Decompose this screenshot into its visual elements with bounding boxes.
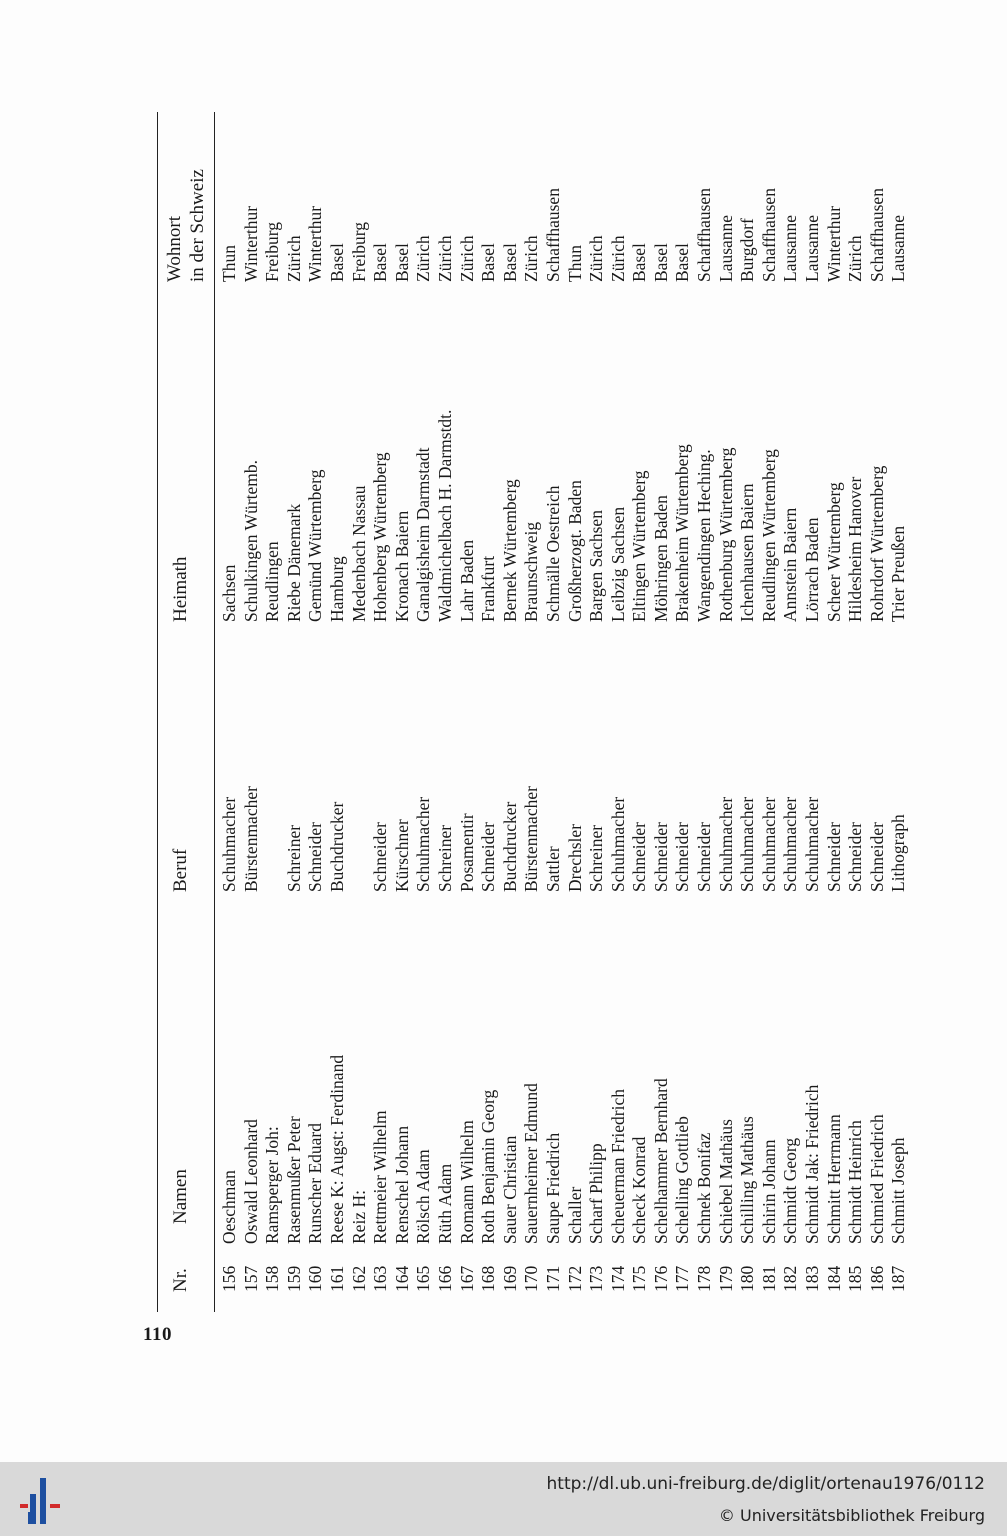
footer-bar: [0, 1462, 1007, 1536]
row-wohnort: Basel: [326, 243, 347, 282]
table-row: [241, 112, 263, 1312]
row-beruf: Schneider: [694, 822, 715, 892]
copyright-notice: © Universitätsbibliothek Freiburg: [718, 1506, 985, 1525]
row-nr: 182: [780, 1265, 801, 1292]
row-name: Oeschman: [219, 1170, 239, 1244]
row-name: Schilling Mathäus: [737, 1116, 758, 1244]
table-row: [349, 112, 371, 1312]
source-url[interactable]: http://dl.ub.uni-freiburg.de/diglit/ortenau1976/0112: [546, 1474, 985, 1494]
table-row: [565, 112, 587, 1312]
row-wohnort: Zürich: [413, 235, 434, 282]
row-wohnort: Winterthur: [823, 205, 844, 282]
row-nr: 156: [219, 1265, 239, 1292]
row-wohnort: Schaffhausen: [542, 188, 563, 282]
row-nr: 159: [283, 1265, 304, 1292]
row-heimath: Gemünd Würtemberg: [305, 469, 326, 622]
row-nr: 187: [888, 1265, 909, 1292]
row-nr: 158: [262, 1265, 283, 1292]
header-wohnort-line2: in der Schweiz: [187, 169, 208, 282]
row-heimath: Bernek Würtemberg: [499, 479, 520, 622]
row-nr: 160: [305, 1265, 326, 1292]
row-wohnort: Freiburg: [262, 222, 283, 282]
table-row: [435, 112, 457, 1312]
row-beruf: Schneider: [370, 822, 391, 892]
header-wohnort: [163, 169, 209, 282]
row-wohnort: Zürich: [845, 235, 866, 282]
row-nr: 180: [737, 1265, 758, 1292]
row-nr: 163: [370, 1265, 391, 1292]
row-nr: 172: [564, 1265, 585, 1292]
row-name: Roth Benjamin Georg: [478, 1089, 499, 1244]
table-row: [586, 112, 608, 1312]
table-row: [694, 112, 716, 1312]
row-nr: 174: [607, 1265, 628, 1292]
row-wohnort: Zürich: [283, 235, 304, 282]
row-name: Sauer Christian: [499, 1135, 520, 1244]
table-row: [219, 112, 241, 1312]
row-beruf: Schneider: [866, 822, 887, 892]
table-row: [845, 112, 867, 1312]
row-beruf: Schuhmacher: [715, 796, 736, 892]
row-nr: 184: [823, 1265, 844, 1292]
row-nr: 164: [391, 1265, 412, 1292]
row-heimath: Reudlingen: [262, 541, 283, 622]
row-wohnort: Basel: [672, 243, 693, 282]
row-beruf: Schneider: [478, 822, 499, 892]
row-heimath: Hamburg: [326, 556, 347, 622]
row-nr: 161: [326, 1265, 347, 1292]
row-nr: 185: [845, 1265, 866, 1292]
row-wohnort: Thun: [564, 245, 585, 282]
row-heimath: Schulkingen Würtemb.: [240, 459, 261, 622]
row-beruf: Bürstenmacher: [521, 786, 542, 892]
table-row: [521, 112, 543, 1312]
row-wohnort: Basel: [650, 243, 671, 282]
row-name: Reiz H:: [348, 1190, 369, 1244]
row-beruf: Posamentir: [456, 813, 477, 892]
row-nr: 169: [499, 1265, 520, 1292]
row-name: Sauernheimer Edmund: [521, 1083, 542, 1244]
table-row: [780, 112, 802, 1312]
row-name: Rüth Adam: [434, 1163, 455, 1244]
table-row: [629, 112, 651, 1312]
table-row: [672, 112, 694, 1312]
row-wohnort: Winterthur: [240, 205, 261, 282]
table-row: [888, 112, 910, 1312]
row-beruf: Schneider: [305, 822, 326, 892]
table-row: [284, 112, 306, 1312]
row-name: Schelhammer Bernhard: [650, 1078, 671, 1244]
row-name: Renschel Johann: [391, 1125, 412, 1244]
row-heimath: Lörrach Baden: [802, 517, 823, 622]
row-heimath: Ganalgisheim Darmstadt: [413, 447, 434, 622]
row-name: Scheck Konrad: [629, 1136, 650, 1244]
row-name: Schmidt Jak: Friedrich: [802, 1084, 823, 1244]
row-nr: 173: [586, 1265, 607, 1292]
row-name: Rasenmußer Peter: [283, 1116, 304, 1244]
row-name: Schaller: [564, 1186, 585, 1244]
ub-freiburg-logo-icon: [14, 1472, 70, 1528]
table-row: [262, 112, 284, 1312]
table-row: [737, 112, 759, 1312]
row-beruf: Schneider: [845, 822, 866, 892]
table-row: [651, 112, 673, 1312]
row-beruf: Schneider: [629, 822, 650, 892]
row-heimath: Medenbach Nassau: [348, 485, 369, 622]
row-heimath: Lahr Baden: [456, 539, 477, 622]
row-wohnort: Zürich: [586, 235, 607, 282]
table-row: [392, 112, 414, 1312]
row-name: Schelling Gottlieb: [672, 1116, 693, 1244]
row-name: Schmied Friedrich: [866, 1114, 887, 1244]
row-beruf: Schuhmacher: [737, 796, 758, 892]
row-heimath: Bargen Sachsen: [586, 510, 607, 622]
row-nr: 179: [715, 1265, 736, 1292]
row-heimath: Möhringen Baden: [650, 495, 671, 622]
row-wohnort: Lausanne: [888, 214, 909, 282]
row-beruf: Buchdrucker: [326, 801, 347, 892]
row-wohnort: Zürich: [456, 235, 477, 282]
row-beruf: Kürschner: [391, 819, 412, 892]
row-wohnort: Schaffhausen: [758, 188, 779, 282]
row-name: Reese K: Augst: Ferdinand: [326, 1054, 347, 1244]
table-row: [716, 112, 738, 1312]
row-heimath: Trier Preußen: [888, 525, 909, 622]
row-heimath: Sachsen: [219, 564, 239, 622]
row-name: Schmitt Joseph: [888, 1137, 909, 1244]
row-name: Schmidt Heinrich: [845, 1120, 866, 1244]
row-nr: 177: [672, 1265, 693, 1292]
row-name: Ramsperger Joh:: [262, 1126, 283, 1244]
row-name: Schnek Bonifaz: [694, 1132, 715, 1244]
row-nr: 175: [629, 1265, 650, 1292]
table-row: [759, 112, 781, 1312]
row-wohnort: Basel: [499, 243, 520, 282]
row-wohnort: Lausanne: [780, 214, 801, 282]
row-heimath: Rohrdorf Würtemberg: [866, 465, 887, 622]
table-row: [457, 112, 479, 1312]
row-wohnort: Basel: [478, 243, 499, 282]
row-nr: 186: [866, 1265, 887, 1292]
row-nr: 171: [542, 1265, 563, 1292]
row-name: Saupe Friedrich: [542, 1132, 563, 1244]
row-beruf: Schreiner: [586, 824, 607, 892]
row-name: Schirin Johann: [758, 1139, 779, 1244]
row-name: Runscher Eduard: [305, 1122, 326, 1244]
row-wohnort: Thun: [219, 245, 239, 282]
row-heimath: Annstein Baiern: [780, 507, 801, 622]
row-beruf: Schreiner: [283, 824, 304, 892]
row-wohnort: Zürich: [434, 235, 455, 282]
row-wohnort: Schaffhausen: [866, 188, 887, 282]
row-name: Romann Wilhelm: [456, 1120, 477, 1244]
header-wohnort-line1: Wohnort: [164, 215, 185, 282]
row-beruf: Schreiner: [434, 824, 455, 892]
row-nr: 162: [348, 1265, 369, 1292]
row-beruf: Schuhmacher: [413, 796, 434, 892]
table-row: [370, 112, 392, 1312]
row-beruf: Schuhmacher: [219, 796, 239, 892]
top-rule: [157, 112, 158, 1312]
row-name: Schmitt Herrmann: [823, 1114, 844, 1244]
row-name: Scheuerman Friedrich: [607, 1088, 628, 1244]
row-beruf: Drechsler: [564, 823, 585, 892]
row-wohnort: Zürich: [521, 235, 542, 282]
row-beruf: Schuhmacher: [758, 796, 779, 892]
header-namen: Namen: [170, 1169, 191, 1224]
row-wohnort: Freiburg: [348, 222, 369, 282]
table-row: [543, 112, 565, 1312]
row-heimath: Ichenhausen Baiern: [737, 483, 758, 622]
row-beruf: Schuhmacher: [780, 796, 801, 892]
header-nr: Nr.: [170, 1268, 191, 1292]
page-number: 110: [143, 1324, 172, 1345]
row-nr: 176: [650, 1265, 671, 1292]
table-row: [478, 112, 500, 1312]
row-wohnort: Burgdorf: [737, 218, 758, 282]
row-nr: 170: [521, 1265, 542, 1292]
row-beruf: Bürstenmacher: [240, 786, 261, 892]
row-name: Schiebel Mathäus: [715, 1119, 736, 1244]
row-name: Rölsch Adam: [413, 1149, 434, 1244]
row-name: Oswald Leonhard: [240, 1119, 261, 1244]
row-heimath: Großherzogt. Baden: [564, 480, 585, 622]
table-row: [500, 112, 522, 1312]
row-heimath: Waldmichelbach H. Darmstdt.: [434, 409, 455, 622]
row-beruf: Schneider: [650, 822, 671, 892]
row-wohnort: Schaffhausen: [694, 188, 715, 282]
row-wohnort: Winterthur: [305, 205, 326, 282]
row-nr: 168: [478, 1265, 499, 1292]
table-row: [824, 112, 846, 1312]
row-name: Rettmeier Wilhelm: [370, 1110, 391, 1244]
table-row: [327, 112, 349, 1312]
row-name: Schmidt Georg: [780, 1137, 801, 1244]
row-beruf: Schuhmacher: [802, 796, 823, 892]
row-name: Scharf Philipp: [586, 1143, 607, 1244]
table-row: [608, 112, 630, 1312]
row-wohnort: Lausanne: [802, 214, 823, 282]
row-heimath: Brakenheim Würtemberg: [672, 444, 693, 622]
header-beruf: Beruf: [170, 848, 191, 892]
row-heimath: Rothenburg Würtemberg: [715, 447, 736, 622]
row-nr: 167: [456, 1265, 477, 1292]
row-heimath: Scheer Würtemberg: [823, 482, 844, 622]
register-table: [157, 112, 917, 1312]
row-beruf: Schneider: [672, 822, 693, 892]
row-heimath: Hildesheim Hanover: [845, 476, 866, 622]
row-wohnort: Basel: [391, 243, 412, 282]
row-beruf: Schuhmacher: [607, 796, 628, 892]
row-heimath: Kronach Baiern: [391, 510, 412, 622]
row-heimath: Frankfurt: [478, 555, 499, 622]
table-body: [219, 112, 910, 1312]
row-heimath: Eltingen Würtemberg: [629, 470, 650, 622]
row-heimath: Reudlingen Würtemberg: [758, 449, 779, 622]
table-row: [802, 112, 824, 1312]
row-wohnort: Basel: [629, 243, 650, 282]
row-beruf: Sattler: [542, 846, 563, 892]
header-rule: [214, 112, 215, 1312]
row-wohnort: Basel: [370, 243, 391, 282]
row-beruf: Lithograph: [888, 814, 909, 892]
row-wohnort: Zürich: [607, 235, 628, 282]
row-nr: 166: [434, 1265, 455, 1292]
row-nr: 183: [802, 1265, 823, 1292]
header-heimath: Heimath: [170, 556, 191, 622]
table-row: [305, 112, 327, 1312]
row-nr: 157: [240, 1265, 261, 1292]
row-heimath: Braunschweig: [521, 521, 542, 622]
row-nr: 181: [758, 1265, 779, 1292]
row-beruf: Buchdrucker: [499, 801, 520, 892]
row-heimath: Wangendingen Heching.: [694, 449, 715, 622]
table-row: [413, 112, 435, 1312]
row-wohnort: Lausanne: [715, 214, 736, 282]
row-heimath: Leibzig Sachsen: [607, 506, 628, 622]
row-beruf: Schneider: [823, 822, 844, 892]
row-nr: 178: [694, 1265, 715, 1292]
table-row: [867, 112, 889, 1312]
row-heimath: Hohenberg Würtemberg: [370, 452, 391, 622]
row-nr: 165: [413, 1265, 434, 1292]
row-heimath: Riebe Dänemark: [283, 503, 304, 622]
row-heimath: Schmälle Oestreich: [542, 485, 563, 622]
